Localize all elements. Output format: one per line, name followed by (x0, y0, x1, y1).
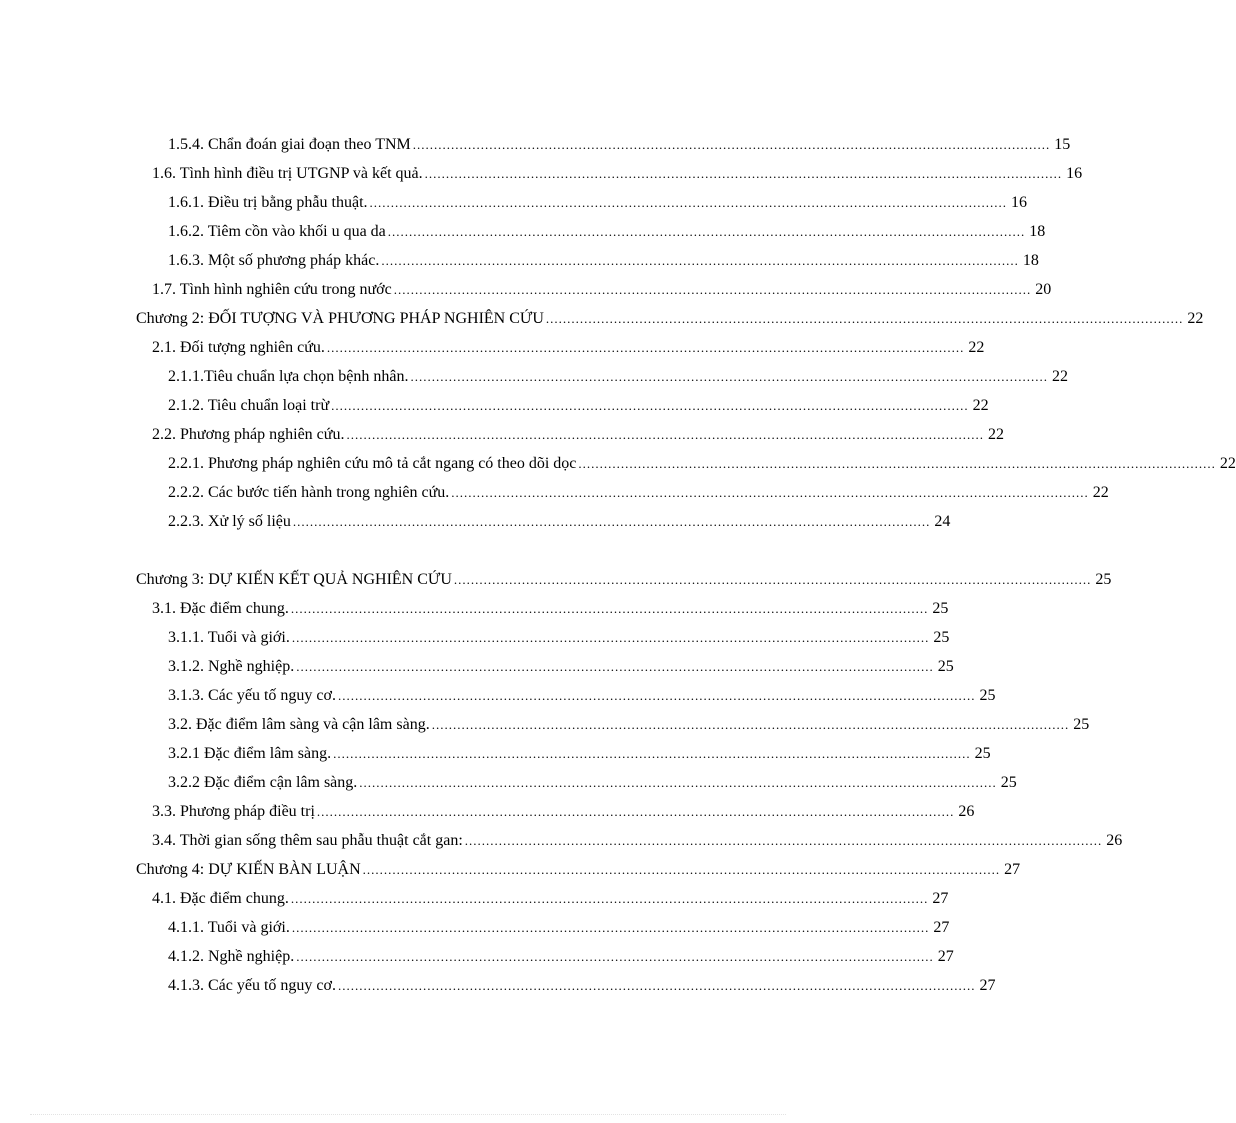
toc-entry-page: 27 (979, 977, 996, 994)
toc-entry-label: 3.1.3. Các yếu tố nguy cơ. (168, 687, 336, 704)
toc-entry[interactable] (0, 884, 949, 913)
toc-entry-page: 18 (1029, 223, 1046, 240)
toc-entry-label: 2.2.3. Xử lý số liệu (168, 513, 291, 530)
toc-entry[interactable] (0, 710, 1090, 739)
toc-entry-page: 27 (937, 948, 954, 965)
toc-entry-page: 16 (1011, 194, 1028, 211)
toc-entry-page: 22 (968, 339, 985, 356)
toc-entry[interactable] (0, 681, 996, 710)
toc-entry-label: 2.2.2. Các bước tiến hành trong nghiên cứu. (168, 484, 450, 501)
dot-leader: ...................................................................................................................................................... (464, 833, 1103, 848)
toc-entry[interactable] (0, 971, 996, 1000)
toc-entry-label: 1.6. Tình hình điều trị UTGNP và kết quả. (152, 165, 423, 182)
toc-entry-label: 3.2. Đặc điểm lâm sàng và cận lâm sàng. (168, 716, 430, 733)
dot-leader: ...................................................................................................................................................... (333, 746, 971, 761)
toc-entry[interactable] (0, 391, 989, 420)
toc-entry-page: 18 (1022, 252, 1039, 269)
toc-entry-page: 22 (987, 426, 1004, 443)
dot-leader: ...................................................................................................................................................... (578, 456, 1216, 471)
toc-entry-page: 22 (1051, 368, 1068, 385)
dot-leader: ...................................................................................................................................................... (369, 195, 1008, 210)
dot-leader: ...................................................................................................................................................... (296, 949, 934, 964)
toc-entry-label: 4.1.1. Tuổi và giới. (168, 919, 290, 936)
toc-entry[interactable] (0, 826, 1123, 855)
toc-entry-label: 1.6.3. Một số phương pháp khác. (168, 252, 380, 269)
toc-entry[interactable] (0, 246, 1039, 275)
toc-entry-page: 27 (932, 890, 949, 907)
toc-entry[interactable] (0, 420, 1004, 449)
toc-entry-label: 4.1.3. Các yếu tố nguy cơ. (168, 977, 336, 994)
toc-entry-label: 3.2.2 Đặc điểm cận lâm sàng. (168, 774, 358, 791)
toc-entry-label: Chương 3: DỰ KIẾN KẾT QUẢ NGHIÊN CỨU (136, 571, 452, 588)
dot-leader: ...................................................................................................................................................... (291, 920, 930, 935)
toc-entry-label: 4.1.2. Nghề nghiệp. (168, 948, 295, 965)
toc-entry-page: 25 (1073, 716, 1090, 733)
toc-entry-page: 25 (932, 600, 949, 617)
toc-entry-label: 1.6.1. Điều trị bằng phẫu thuật. (168, 194, 368, 211)
dot-leader: ...................................................................................................................................................... (290, 891, 929, 906)
toc-entry-page: 22 (1092, 484, 1109, 501)
toc-entry-page: 24 (934, 513, 951, 530)
dot-leader: ...................................................................................................................................................... (291, 630, 930, 645)
dot-leader: ...................................................................................................................................................... (381, 253, 1019, 268)
toc-entry-page: 22 (1187, 310, 1204, 327)
toc-chapter-entry[interactable] (0, 855, 1021, 884)
toc-entry[interactable] (0, 768, 1017, 797)
dot-leader: ...................................................................................................................................................... (412, 137, 1051, 152)
toc-entry-page: 25 (933, 629, 950, 646)
toc-entry-label: 2.2. Phương pháp nghiên cứu. (152, 426, 345, 443)
dot-leader: ...................................................................................................................................................... (292, 514, 931, 529)
dot-leader: ...................................................................................................................................................... (431, 717, 1070, 732)
toc-entry-label: 2.2.1. Phương pháp nghiên cứu mô tả cắt ngang có theo dõi dọc (168, 455, 577, 472)
toc-entry[interactable] (0, 797, 975, 826)
toc-entry-label: 3.2.1 Đặc điểm lâm sàng. (168, 745, 332, 762)
toc-entry-label: 3.1.1. Tuổi và giới. (168, 629, 290, 646)
toc-entry-page: 25 (937, 658, 954, 675)
table-of-contents (0, 130, 1236, 1000)
toc-entry[interactable] (0, 275, 1052, 304)
dot-leader: ...................................................................................................................................................... (410, 369, 1048, 384)
dot-leader: ...................................................................................................................................................... (545, 311, 1184, 326)
toc-chapter-entry[interactable] (0, 565, 1112, 594)
toc-entry[interactable] (0, 507, 951, 536)
dot-leader: ...................................................................................................................................................... (359, 775, 997, 790)
dot-leader: ...................................................................................................................................................... (331, 398, 969, 413)
dot-leader: ...................................................................................................................................................... (424, 166, 1063, 181)
toc-entry[interactable] (0, 333, 985, 362)
dot-leader: ...................................................................................................................................................... (346, 427, 984, 442)
dot-leader: ...................................................................................................................................................... (387, 224, 1026, 239)
dot-leader: ...................................................................................................................................................... (337, 978, 976, 993)
toc-entry-page: 15 (1054, 136, 1071, 153)
toc-entry-page: 25 (1000, 774, 1017, 791)
toc-entry-page: 26 (958, 803, 975, 820)
dot-leader: ...................................................................................................................................................... (337, 688, 976, 703)
toc-entry[interactable] (0, 739, 991, 768)
toc-entry-label: 3.3. Phương pháp điều trị (152, 803, 315, 820)
toc-entry[interactable] (0, 188, 1028, 217)
toc-entry-label: 1.6.2. Tiêm cồn vào khối u qua da (168, 223, 386, 240)
toc-entry-label: 3.4. Thời gian sống thêm sau phẫu thuật cắt gan: (152, 832, 463, 849)
dot-leader: ...................................................................................................................................................... (290, 601, 929, 616)
toc-entry-page: 22 (972, 397, 989, 414)
toc-entry-page: 27 (1004, 861, 1021, 878)
toc-entry[interactable] (0, 478, 1109, 507)
toc-entry-page: 25 (979, 687, 996, 704)
dot-leader: ...................................................................................................................................................... (453, 572, 1092, 587)
toc-entry-page: 27 (933, 919, 950, 936)
toc-entry[interactable] (0, 449, 1236, 478)
toc-entry[interactable] (0, 362, 1068, 391)
toc-entry-label: 1.5.4. Chẩn đoán giai đoạn theo TNM (168, 136, 411, 153)
toc-entry-label: Chương 4: DỰ KIẾN BÀN LUẬN (136, 861, 361, 878)
dot-leader: ...................................................................................................................................................... (393, 282, 1032, 297)
toc-entry-label: 1.7. Tình hình nghiên cứu trong nước (152, 281, 392, 298)
toc-entry-page: 22 (1219, 455, 1236, 472)
toc-entry-label: 3.1.2. Nghề nghiệp. (168, 658, 295, 675)
toc-entry-page: 25 (974, 745, 991, 762)
toc-entry-page: 25 (1095, 571, 1112, 588)
toc-entry[interactable] (0, 913, 950, 942)
dot-leader: ...................................................................................................................................................... (316, 804, 955, 819)
toc-chapter-entry[interactable] (0, 304, 1204, 333)
toc-entry-label: 3.1. Đặc điểm chung. (152, 600, 289, 617)
toc-entry-page: 20 (1035, 281, 1052, 298)
toc-entry-label: 2.1. Đối tượng nghiên cứu. (152, 339, 325, 356)
toc-entry-label: Chương 2: ĐỐI TƯỢNG VÀ PHƯƠNG PHÁP NGHIÊN CỨU (136, 310, 544, 327)
dot-leader: ...................................................................................................................................................... (326, 340, 965, 355)
toc-entry[interactable] (0, 594, 949, 623)
toc-entry-label: 2.1.2. Tiêu chuẩn loại trừ (168, 397, 330, 414)
page-bottom-rule (30, 1114, 786, 1115)
dot-leader: ...................................................................................................................................................... (362, 862, 1001, 877)
toc-entry[interactable] (0, 159, 1083, 188)
toc-entry[interactable] (0, 623, 950, 652)
toc-entry[interactable] (0, 652, 954, 681)
dot-leader: ...................................................................................................................................................... (451, 485, 1089, 500)
toc-entry[interactable] (0, 130, 1071, 159)
dot-leader: ...................................................................................................................................................... (296, 659, 934, 674)
toc-entry-label: 4.1. Đặc điểm chung. (152, 890, 289, 907)
toc-entry[interactable] (0, 942, 954, 971)
toc-entry-label: 2.1.1.Tiêu chuẩn lựa chọn bệnh nhân. (168, 368, 409, 385)
toc-entry-page: 26 (1106, 832, 1123, 849)
toc-entry[interactable] (0, 217, 1046, 246)
toc-entry-page: 16 (1066, 165, 1083, 182)
